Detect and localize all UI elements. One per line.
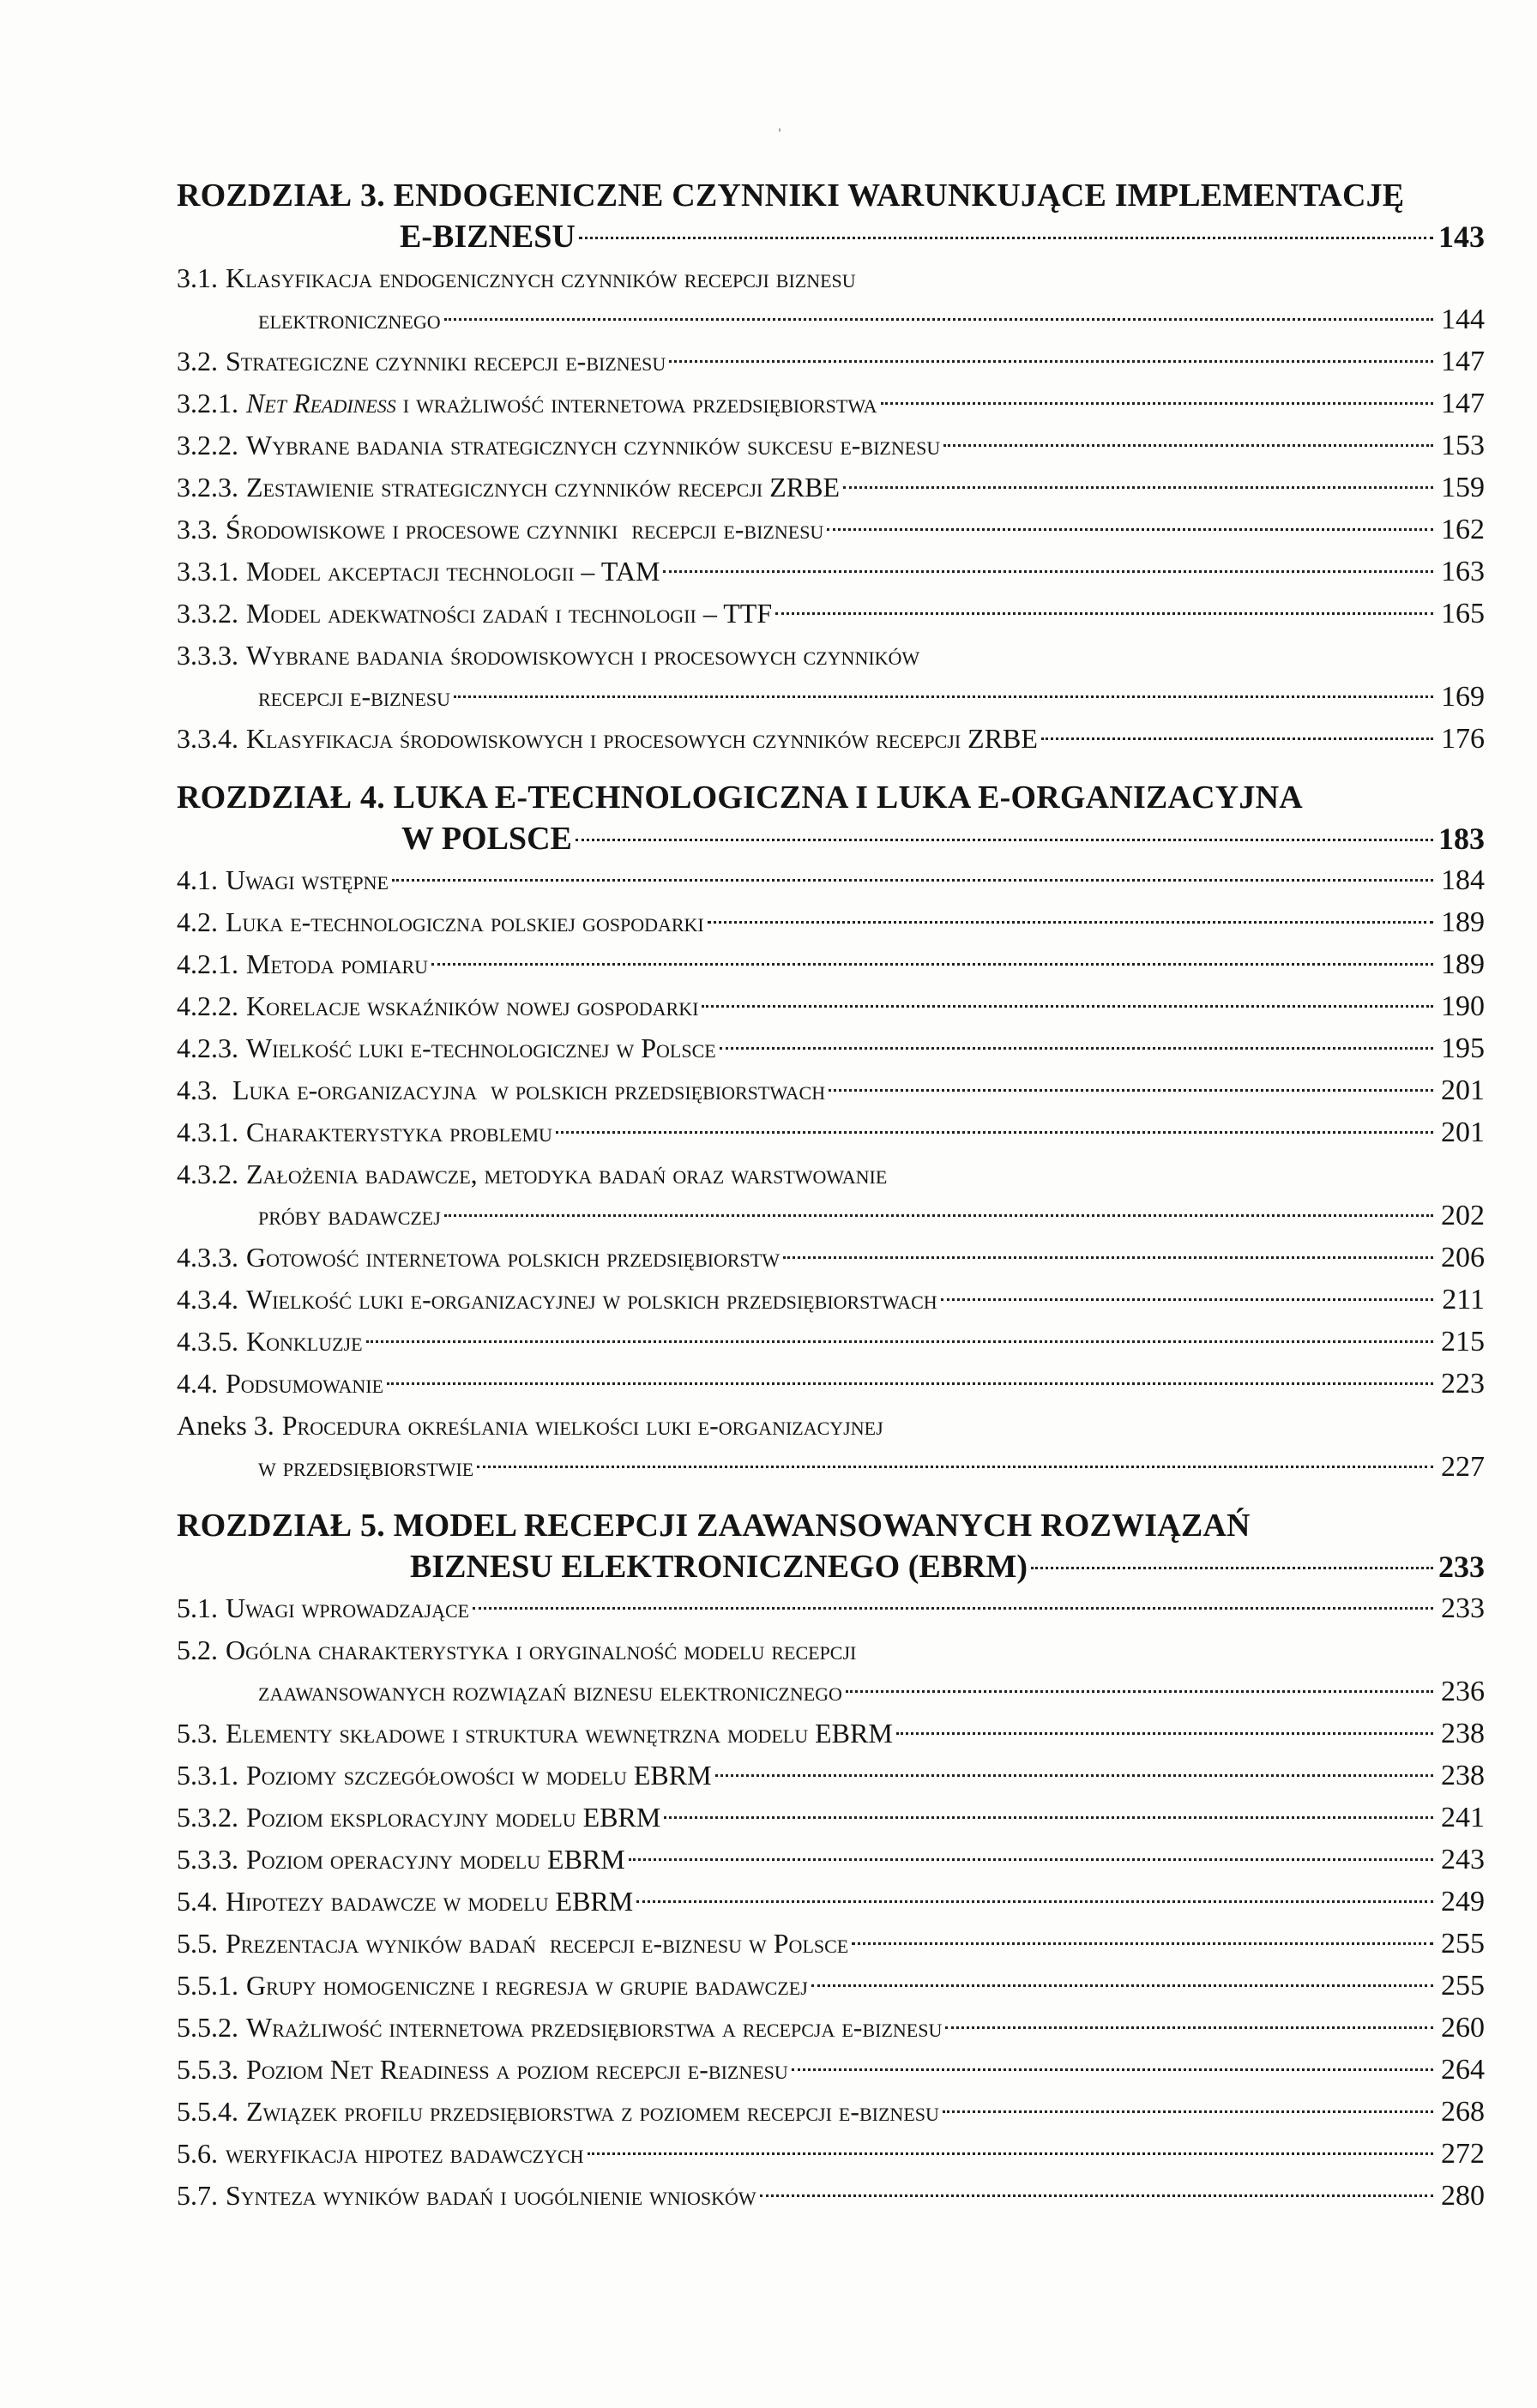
chapter-page-number: 183	[1438, 822, 1485, 856]
entry-title-wrapper	[177, 1965, 808, 2006]
toc-entry[interactable]	[177, 1069, 1485, 1111]
entry-title-wrapper	[177, 901, 704, 942]
entry-number: Aneks 3.	[177, 1410, 274, 1441]
entry-page-number: 236	[1441, 1676, 1485, 1707]
entry-title: Strategiczne czynniki recepcji e-biznesu	[226, 346, 666, 376]
entry-page-number: 147	[1441, 346, 1485, 377]
entry-title-wrapper	[177, 340, 666, 382]
dot-leader	[943, 444, 1433, 447]
entry-title-wrapper	[177, 2007, 942, 2048]
entry-title-wrapper	[177, 1027, 716, 1069]
toc-entry[interactable]	[177, 2133, 1485, 2175]
entry-page-number: 176	[1441, 723, 1485, 755]
toc-entry[interactable]	[177, 1111, 1485, 1153]
entry-page-number: 195	[1441, 1032, 1485, 1064]
entry-row	[177, 2091, 1485, 2133]
chapter-title-continued: BIZNESU ELEKTRONICZNEGO (EBRM)	[410, 1549, 1028, 1585]
toc-entry[interactable]	[177, 943, 1485, 985]
entry-number: 3.3.2.	[177, 598, 238, 629]
entry-title-wrapper	[177, 2091, 939, 2132]
entry-number: 3.1.	[177, 262, 218, 293]
entry-row	[177, 1587, 1485, 1629]
dot-leader	[629, 1858, 1433, 1861]
entry-title: Zestawienie strategicznych czynników recepcji ZRBE	[246, 472, 840, 503]
entry-title-continued-row	[177, 1195, 1485, 1237]
toc-entry[interactable]	[177, 593, 1485, 635]
toc-entry[interactable]	[177, 1839, 1485, 1881]
entry-number: 4.1.	[177, 864, 218, 895]
entry-page-number: 215	[1441, 1326, 1485, 1358]
entry-page-number: 147	[1441, 388, 1485, 419]
toc-entry[interactable]	[177, 1279, 1485, 1321]
dot-leader	[664, 1816, 1433, 1819]
toc-entry[interactable]	[177, 859, 1485, 901]
entry-number: 5.1.	[177, 1592, 218, 1623]
dot-leader	[1041, 737, 1433, 740]
dot-leader	[431, 963, 1433, 966]
toc-entry[interactable]	[177, 1881, 1485, 1923]
dot-leader	[663, 570, 1433, 573]
entry-title: Wybrane badania środowiskowych i procesowych czynników	[246, 640, 920, 671]
chapter-title-row	[177, 818, 1485, 859]
entry-page-number: 190	[1441, 990, 1485, 1022]
entry-title-wrapper	[177, 509, 823, 550]
entry-title-wrapper	[177, 1755, 712, 1796]
dot-leader	[387, 1382, 1433, 1385]
entry-number: 4.3.1.	[177, 1117, 238, 1147]
entry-page-number: 255	[1441, 1970, 1485, 2002]
dot-leader	[775, 612, 1433, 615]
entry-page-number: 201	[1441, 1117, 1485, 1148]
toc-entry[interactable]	[177, 424, 1485, 467]
dot-leader	[392, 879, 1433, 882]
entry-page-number: 202	[1441, 1200, 1485, 1231]
entry-page-number: 162	[1441, 514, 1485, 545]
chapter-title-row	[177, 1546, 1485, 1587]
dot-leader	[760, 2194, 1433, 2197]
entry-row	[177, 382, 1485, 424]
dot-leader	[811, 1984, 1433, 1987]
toc-entry[interactable]	[177, 2007, 1485, 2049]
entry-row	[177, 2133, 1485, 2175]
entry-number: 5.7.	[177, 2180, 218, 2211]
toc-entry[interactable]	[177, 1321, 1485, 1363]
entry-title: Poziom Net Readiness a poziom recepcji e-biznesu	[246, 2054, 788, 2085]
entry-title-wrapper	[177, 1111, 552, 1153]
entry-title-row	[177, 1629, 1485, 1671]
entry-page-number: 223	[1441, 1368, 1485, 1400]
entry-row	[177, 1069, 1485, 1111]
toc-entry[interactable]	[177, 1923, 1485, 1965]
dot-leader	[843, 486, 1433, 489]
entry-number: 5.5.	[177, 1928, 218, 1959]
entry-title: Uwagi wprowadzające	[226, 1592, 470, 1623]
entry-page-number: 238	[1441, 1760, 1485, 1791]
dot-leader	[579, 237, 1433, 239]
entry-title-wrapper	[177, 985, 698, 1026]
entry-title: Konkluzje	[246, 1326, 363, 1357]
entry-title-continued-row	[177, 1671, 1485, 1713]
entry-number: 3.2.	[177, 346, 218, 376]
entry-page-number: 268	[1441, 2096, 1485, 2128]
entry-page-number: 227	[1441, 1451, 1485, 1483]
entry-title: Ogólna charakterystyka i oryginalność modelu recepcji	[226, 1634, 857, 1665]
entry-title: Klasyfikacja środowiskowych i procesowych czynników recepcji ZRBE	[246, 723, 1038, 754]
toc-entry[interactable]	[177, 985, 1485, 1027]
toc-entry[interactable]	[177, 1153, 1485, 1237]
entry-row	[177, 943, 1485, 985]
entry-row	[177, 1881, 1485, 1923]
scan-speck: ˌ	[776, 110, 783, 132]
entry-title: Wielkość luki e-organizacyjnej w polskich przedsiębiorstwach	[246, 1284, 937, 1315]
dot-leader	[852, 1942, 1433, 1945]
dot-leader	[1031, 1567, 1433, 1569]
entry-title-wrapper	[177, 1881, 633, 1922]
entry-number: 3.2.1.	[177, 388, 238, 418]
entry-row	[177, 1923, 1485, 1965]
entry-title: Wybrane badania strategicznych czynników sukcesu e-biznesu	[246, 430, 941, 461]
entry-page-number: 206	[1441, 1242, 1485, 1273]
entry-row	[177, 2007, 1485, 2049]
entry-row	[177, 424, 1485, 467]
dot-leader	[846, 1690, 1433, 1693]
entry-title: Procedura określania wielkości luki e-organizacyjnej	[281, 1410, 883, 1441]
entry-row	[177, 1027, 1485, 1069]
entry-number: 5.2.	[177, 1634, 218, 1665]
entry-title-continued: elektronicznego	[258, 304, 441, 334]
entry-page-number: 238	[1441, 1718, 1485, 1749]
entry-row	[177, 509, 1485, 551]
entry-number: 3.3.1.	[177, 556, 238, 587]
entry-row	[177, 1111, 1485, 1153]
dot-leader	[941, 1298, 1433, 1301]
entry-row	[177, 551, 1485, 593]
entry-title: Model akceptacji technologii – TAM	[246, 556, 660, 587]
toc-entry[interactable]	[177, 467, 1485, 509]
dot-leader	[896, 1732, 1433, 1735]
entry-row	[177, 859, 1485, 901]
entry-title: Synteza wyników badań i uogólnienie wniosków	[226, 2180, 756, 2211]
entry-title-continued-row	[177, 298, 1485, 340]
entry-title-wrapper	[177, 1923, 848, 1964]
entry-number: 3.3.3.	[177, 640, 238, 671]
entry-number: 5.3.	[177, 1718, 218, 1749]
entry-title-wrapper	[177, 859, 389, 900]
entry-number: 4.2.1.	[177, 948, 238, 979]
entry-page-number: 241	[1441, 1802, 1485, 1833]
entry-number: 5.5.2.	[177, 2012, 238, 2043]
toc-entry[interactable]	[177, 382, 1485, 424]
entry-row	[177, 1279, 1485, 1321]
table-of-contents	[177, 175, 1485, 2217]
entry-title-wrapper	[177, 1713, 893, 1754]
entry-number: 5.3.1.	[177, 1760, 238, 1791]
entry-row	[177, 2175, 1485, 2217]
toc-entry[interactable]	[177, 2175, 1485, 2217]
entry-row	[177, 1321, 1485, 1363]
toc-entry[interactable]	[177, 1797, 1485, 1839]
toc-entry[interactable]	[177, 551, 1485, 593]
entry-page-number: 260	[1441, 2012, 1485, 2044]
entry-number: 4.3.4.	[177, 1284, 238, 1315]
chapter-title-row	[177, 216, 1485, 257]
entry-number: 3.3.4.	[177, 723, 238, 754]
entry-title-row	[177, 1405, 1485, 1446]
entry-title: Korelacje wskaźników nowej gospodarki	[246, 990, 699, 1021]
entry-title-continued-row	[177, 676, 1485, 718]
entry-page-number: 144	[1441, 304, 1485, 335]
entry-page-number: 189	[1441, 948, 1485, 980]
entry-number: 5.3.3.	[177, 1844, 238, 1875]
entry-row	[177, 1839, 1485, 1881]
entry-number: 3.2.2.	[177, 430, 238, 461]
chapter-title-continued: W POLSCE	[401, 821, 572, 857]
dot-leader	[827, 528, 1433, 531]
entry-title-row	[177, 257, 1485, 298]
entry-number: 4.2.2.	[177, 990, 238, 1021]
entry-title-continued: próby badawczej	[258, 1200, 441, 1231]
entry-page-number: 280	[1441, 2180, 1485, 2212]
entry-title: Poziom operacyjny modelu EBRM	[246, 1844, 625, 1875]
entry-row	[177, 985, 1485, 1027]
entry-page-number: 243	[1441, 1844, 1485, 1875]
entry-title-wrapper	[177, 1321, 363, 1362]
entry-row	[177, 593, 1485, 635]
entry-title-wrapper	[177, 1363, 383, 1404]
toc-entry[interactable]	[177, 257, 1485, 340]
toc-entry[interactable]	[177, 2049, 1485, 2091]
entry-title-continued-row	[177, 1446, 1485, 1488]
entry-page-number: 169	[1441, 681, 1485, 713]
entry-row	[177, 1713, 1485, 1755]
entry-page-number: 249	[1441, 1886, 1485, 1917]
entry-title: Hipotezy badawcze w modelu EBRM	[226, 1886, 634, 1917]
dot-leader	[556, 1131, 1433, 1134]
entry-page-number: 272	[1441, 2138, 1485, 2170]
entry-title: Gotowość internetowa polskich przedsiębiorstw	[246, 1242, 780, 1273]
entry-row	[177, 1797, 1485, 1839]
entry-page-number: 159	[1441, 472, 1485, 503]
entry-row	[177, 718, 1485, 760]
toc-entry[interactable]	[177, 1363, 1485, 1405]
dot-leader	[720, 1047, 1433, 1050]
entry-title-wrapper	[177, 943, 428, 984]
entry-title: Elementy składowe i struktura wewnętrzna modelu EBRM	[226, 1718, 893, 1749]
entry-number: 5.5.3.	[177, 2054, 238, 2085]
entry-title: i wrażliwość internetowa przedsiębiorstwa	[395, 388, 877, 418]
chapter-title: ROZDZIAŁ 4. LUKA E-TECHNOLOGICZNA I LUKA E-ORGANIZACYJNA	[177, 780, 1303, 816]
entry-number: 3.3.	[177, 514, 218, 545]
entry-title-continued: recepcji e-biznesu	[258, 681, 451, 712]
entry-title: Wrażliwość internetowa przedsiębiorstwa a recepcja e-biznesu	[246, 2012, 943, 2043]
entry-page-number: 163	[1441, 556, 1485, 587]
entry-title: Poziom eksploracyjny modelu EBRM	[246, 1802, 661, 1833]
entry-number: 5.5.4.	[177, 2096, 238, 2127]
toc-entry[interactable]	[177, 1965, 1485, 2007]
dot-leader	[945, 2026, 1433, 2029]
entry-row	[177, 340, 1485, 382]
toc-entry[interactable]	[177, 509, 1485, 551]
entry-title-wrapper	[177, 2175, 756, 2216]
entry-number: 3.2.3.	[177, 472, 238, 503]
entry-title-row	[177, 1153, 1485, 1195]
entry-number: 4.3.	[177, 1075, 218, 1105]
dot-leader	[576, 839, 1433, 841]
entry-number: 4.4.	[177, 1368, 218, 1399]
entry-title-wrapper	[177, 424, 940, 466]
entry-page-number: 255	[1441, 1928, 1485, 1960]
entry-title-wrapper	[177, 1839, 625, 1880]
entry-number: 5.6.	[177, 2138, 218, 2169]
entry-title-wrapper	[177, 1069, 825, 1111]
entry-page-number: 189	[1441, 906, 1485, 938]
chapter-section	[177, 777, 1485, 1488]
chapter-title: ROZDZIAŁ 3. ENDOGENICZNE CZYNNIKI WARUNKUJĄCE IMPLEMENTACJĘ	[177, 178, 1405, 214]
entry-title-row	[177, 635, 1485, 676]
entry-page-number: 201	[1441, 1075, 1485, 1106]
entry-row	[177, 467, 1485, 509]
dot-leader	[881, 402, 1433, 405]
dot-leader	[473, 1607, 1433, 1610]
entry-title-wrapper	[177, 467, 840, 508]
entry-number: 4.3.5.	[177, 1326, 238, 1357]
entry-title: Uwagi wstępne	[226, 864, 389, 895]
dot-leader	[444, 1214, 1433, 1217]
toc-entry[interactable]	[177, 1755, 1485, 1797]
dot-leader	[366, 1340, 1433, 1343]
toc-entry[interactable]	[177, 718, 1485, 760]
dot-leader	[702, 1005, 1433, 1008]
dot-leader	[636, 1900, 1433, 1903]
entry-number: 4.2.	[177, 906, 218, 937]
entry-title-wrapper	[177, 2049, 788, 2090]
entry-title: Środowiskowe i procesowe czynniki recepcji e-biznesu	[226, 514, 824, 545]
chapter-page-number: 233	[1438, 1550, 1485, 1584]
dot-leader	[792, 2068, 1433, 2071]
entry-title: Poziomy szczegółowości w modelu EBRM	[246, 1760, 712, 1791]
entry-title: Prezentacja wyników badań recepcji e-biznesu w Polsce	[226, 1928, 849, 1959]
dot-leader	[454, 695, 1433, 698]
entry-page-number: 264	[1441, 2054, 1485, 2086]
entry-number: 4.3.2.	[177, 1159, 238, 1189]
chapter-section	[177, 175, 1485, 760]
entry-title: Grupy homogeniczne i regresja w grupie badawczej	[246, 1970, 808, 2001]
toc-entry[interactable]	[177, 1027, 1485, 1069]
chapter-title-continued: E-BIZNESU	[400, 219, 576, 255]
entry-title-wrapper	[177, 2133, 584, 2174]
entry-title: Luka e-technologiczna polskiej gospodarki	[226, 906, 704, 937]
toc-entry[interactable]	[177, 1405, 1485, 1488]
dot-leader	[669, 360, 1433, 363]
entry-title-wrapper	[177, 551, 660, 592]
entry-number: 5.3.2.	[177, 1802, 238, 1833]
entry-row	[177, 1965, 1485, 2007]
entry-title-wrapper	[177, 1797, 660, 1838]
chapter-page-number: 143	[1438, 220, 1485, 254]
toc-entry[interactable]	[177, 901, 1485, 943]
entry-title: Klasyfikacja endogenicznych czynników recepcji biznesu	[226, 262, 856, 293]
chapter-title: ROZDZIAŁ 5. MODEL RECEPCJI ZAAWANSOWANYCH ROZWIĄZAŃ	[177, 1508, 1251, 1544]
entry-title: Model adekwatności zadań i technologii – TTF	[246, 598, 773, 629]
entry-row	[177, 901, 1485, 943]
dot-leader	[783, 1256, 1433, 1259]
entry-page-number: 233	[1441, 1592, 1485, 1624]
dot-leader	[444, 318, 1433, 321]
entry-row	[177, 2049, 1485, 2091]
entry-title-wrapper	[177, 382, 877, 424]
entry-page-number: 211	[1442, 1284, 1485, 1315]
dot-leader	[588, 2152, 1433, 2155]
entry-title: Charakterystyka problemu	[246, 1117, 552, 1147]
dot-leader	[708, 921, 1433, 924]
entry-title-continued: w przedsiębiorstwie	[258, 1451, 474, 1482]
toc-entry[interactable]	[177, 340, 1485, 382]
entry-row	[177, 1237, 1485, 1279]
dot-leader	[943, 2110, 1433, 2113]
entry-title-italic: Net Readiness	[246, 388, 396, 418]
entry-title-wrapper	[177, 1587, 469, 1628]
toc-entry[interactable]	[177, 1713, 1485, 1755]
chapter-section	[177, 1505, 1485, 2217]
dot-leader	[715, 1774, 1433, 1777]
entry-number: 4.2.3.	[177, 1032, 238, 1063]
entry-title: Luka e-organizacyjna w polskich przedsiębiorstwach	[226, 1075, 826, 1105]
toc-entry[interactable]	[177, 1629, 1485, 1713]
toc-entry[interactable]	[177, 1237, 1485, 1279]
entry-row	[177, 1363, 1485, 1405]
entry-title: Podsumowanie	[226, 1368, 384, 1399]
entry-title-wrapper	[177, 1279, 937, 1320]
entry-title: Założenia badawcze, metodyka badań oraz warstwowanie	[246, 1159, 888, 1189]
entry-title-wrapper	[177, 593, 772, 634]
entry-number: 4.3.3.	[177, 1242, 238, 1273]
toc-entry[interactable]	[177, 1587, 1485, 1629]
dot-leader	[477, 1466, 1433, 1468]
entry-page-number: 153	[1441, 430, 1485, 461]
entry-title-wrapper	[177, 718, 1038, 759]
entry-title: Związek profilu przedsiębiorstwa z poziomem recepcji e-biznesu	[246, 2096, 939, 2127]
toc-entry[interactable]	[177, 2091, 1485, 2133]
dot-leader	[829, 1089, 1433, 1092]
entry-title: Metoda pomiaru	[246, 948, 429, 979]
entry-title: weryfikacja hipotez badawczych	[226, 2138, 584, 2169]
entry-row	[177, 1755, 1485, 1797]
entry-title-wrapper	[177, 1237, 780, 1278]
toc-entry[interactable]	[177, 635, 1485, 718]
entry-page-number: 184	[1441, 864, 1485, 896]
entry-title: Wielkość luki e-technologicznej w Polsce	[246, 1032, 716, 1063]
entry-page-number: 165	[1441, 598, 1485, 629]
entry-number: 5.5.1.	[177, 1970, 238, 2001]
entry-title-continued: zaawansowanych rozwiązań biznesu elektronicznego	[258, 1676, 842, 1707]
entry-number: 5.4.	[177, 1886, 218, 1917]
